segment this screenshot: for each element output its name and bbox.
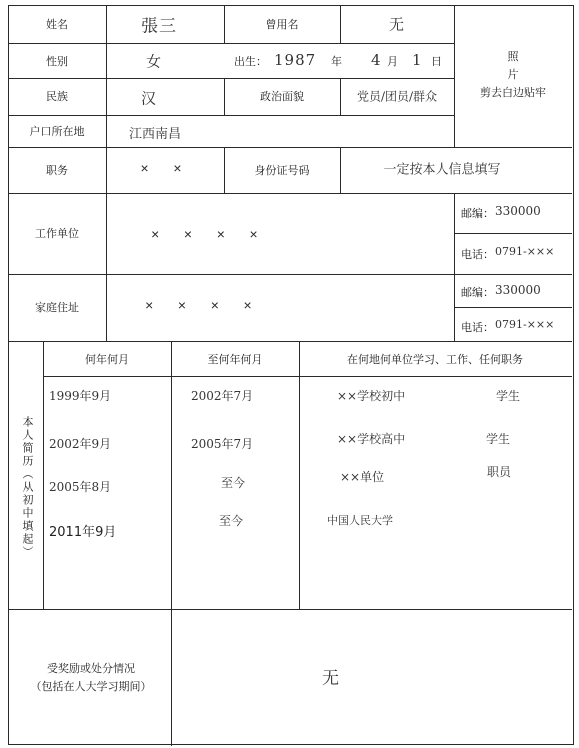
birth-label: 出生： — [234, 55, 267, 68]
resume-row-4-to: 至今 — [219, 514, 244, 528]
resume-row-1-to: 2002年7月 — [191, 389, 254, 403]
resume-row-1-from: 1999年9月 — [49, 389, 112, 403]
resume-row-1-place: ××学校初中 — [337, 389, 406, 403]
name-label: 姓名 — [46, 18, 68, 31]
work-unit-label: 工作单位 — [35, 227, 79, 240]
resume-row-3-place: ××单位 — [340, 470, 385, 484]
resume-row-2-from: 2002年9月 — [49, 437, 112, 451]
home-address-label: 家庭住址 — [35, 301, 79, 314]
resume-row-4-place: 中国人民大学 — [327, 514, 393, 527]
birth-day: 1 — [412, 51, 423, 69]
political-status-label: 政治面貌 — [260, 90, 304, 103]
awards-label-line2: （包括在人大学习期间） — [30, 680, 152, 693]
year-unit: 年 — [331, 55, 342, 68]
awards-value: 无 — [322, 668, 340, 689]
id-number-value: 一定按本人信息填写 — [383, 162, 501, 178]
photo-label-line3: 剪去白边贴牢 — [480, 86, 546, 99]
gender-value: 女 — [145, 52, 163, 71]
resume-col-from: 何年何月 — [85, 353, 129, 366]
resume-col-detail: 在何地何单位学习、工作、任何职务 — [347, 353, 523, 366]
home-phone-label: 电话： — [461, 321, 494, 334]
work-unit-value: × × × × — [151, 228, 266, 244]
photo-label-line2: 片 — [507, 68, 519, 81]
resume-row-2-to: 2005年7月 — [191, 437, 254, 451]
birth-year: 1987 — [274, 51, 317, 69]
gender-label: 性别 — [46, 55, 68, 68]
ethnicity-value: 汉 — [140, 89, 158, 108]
resume-row-2-place: ××学校高中 — [337, 432, 406, 446]
home-address-value: × × × × — [145, 299, 260, 315]
work-postcode-value: 330000 — [495, 204, 541, 218]
registration-form — [8, 5, 574, 745]
resume-row-4-from: 2011年9月 — [49, 525, 117, 540]
home-phone-value: 0791-××× — [495, 318, 555, 331]
resume-row-1-role: 学生 — [496, 389, 521, 403]
name-value: 張三 — [141, 16, 177, 37]
resume-col-to: 至何年何月 — [207, 353, 263, 366]
home-postcode-value: 330000 — [495, 283, 541, 297]
resume-side-label: 本人简历（从初中填起） — [21, 416, 34, 559]
day-unit: 日 — [431, 55, 442, 68]
home-postcode-label: 邮编： — [461, 286, 494, 299]
position-label: 职务 — [46, 164, 68, 177]
former-name-value: 无 — [388, 15, 406, 34]
ethnicity-label: 民族 — [46, 90, 68, 103]
work-phone-label: 电话： — [461, 248, 494, 261]
resume-row-3-to: 至今 — [221, 476, 246, 490]
photo-label-line1: 照 — [507, 50, 519, 63]
work-postcode-label: 邮编： — [461, 207, 494, 220]
birth-month: 4 — [371, 51, 382, 69]
political-status-value: 党员/团员/群众 — [356, 89, 438, 104]
resume-row-3-role: 职员 — [487, 465, 512, 479]
id-number-label: 身份证号码 — [254, 164, 310, 177]
resume-row-3-from: 2005年8月 — [49, 480, 112, 494]
position-value: × × — [140, 162, 190, 178]
work-phone-value: 0791-××× — [495, 245, 555, 258]
awards-label-line1: 受奖励或处分情况 — [47, 662, 135, 675]
hukou-value: 江西南昌 — [129, 127, 182, 142]
month-unit: 月 — [387, 55, 398, 68]
former-name-label: 曾用名 — [265, 18, 299, 31]
hukou-label: 户口所在地 — [29, 125, 85, 138]
resume-row-2-role: 学生 — [486, 432, 511, 446]
